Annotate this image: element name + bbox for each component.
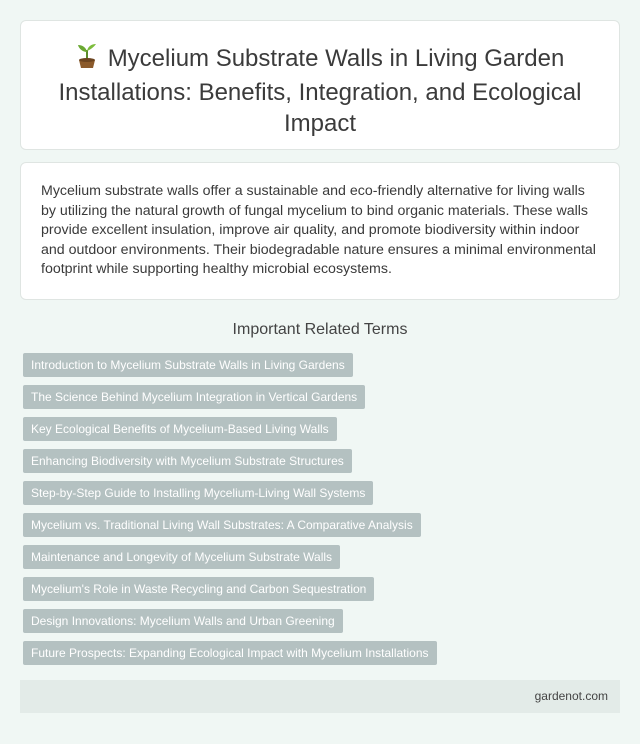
footer [20,680,620,713]
title-card [20,20,620,150]
related-term-link[interactable]: Step-by-Step Guide to Installing Mycelium-Living Wall Systems [23,481,373,505]
page-title-text: Mycelium Substrate Walls in Living Garden Installations: Benefits, Integration, and Ecological Impact [58,45,582,137]
page-title [51,43,589,139]
related-term-link[interactable]: Maintenance and Longevity of Mycelium Substrate Walls [23,545,340,569]
related-term-link[interactable]: The Science Behind Mycelium Integration in Vertical Gardens [23,385,365,409]
related-term-link[interactable]: Key Ecological Benefits of Mycelium-Based Living Walls [23,417,337,441]
footer-site-link[interactable]: gardenot.com [534,689,608,703]
related-terms-heading: Important Related Terms [232,321,408,338]
related-term-link[interactable]: Introduction to Mycelium Substrate Walls in Living Gardens [23,353,353,377]
related-term-link[interactable]: Mycelium vs. Traditional Living Wall Substrates: A Comparative Analysis [23,513,421,537]
related-term-link[interactable]: Design Innovations: Mycelium Walls and Urban Greening [23,609,343,633]
intro-card [20,162,620,300]
related-term-link[interactable]: Future Prospects: Expanding Ecological Impact with Mycelium Installations [23,641,437,665]
related-terms-list [23,353,613,673]
sprout-icon [76,43,98,77]
related-term-link[interactable]: Enhancing Biodiversity with Mycelium Substrate Structures [23,449,352,473]
related-term-link[interactable]: Mycelium's Role in Waste Recycling and Carbon Sequestration [23,577,374,601]
intro-paragraph: Mycelium substrate walls offer a sustainable and eco-friendly alternative for living walls by utilizing the natural growth of fungal mycelium to bind organic materials. These walls provide excellent insulation, improve air quality, and promote biodiversity within indoor and outdoor environments. Their biodegradable nature ensures a minimal environmental footprint while supporting healthy microbial ecosystems. [41,183,596,278]
